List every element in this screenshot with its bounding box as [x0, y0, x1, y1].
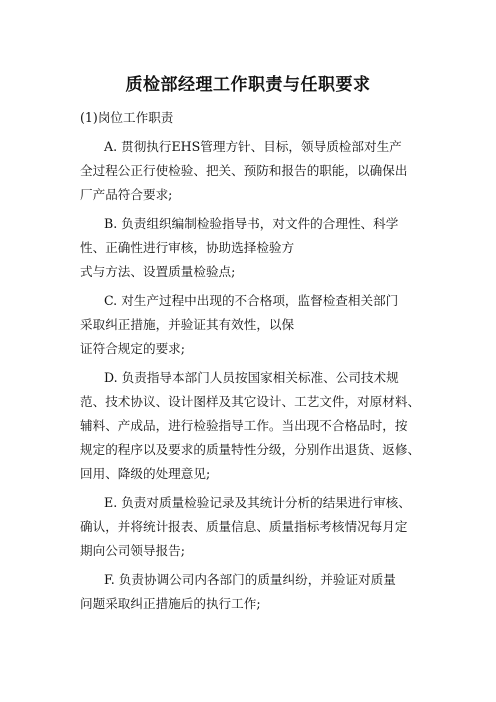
- paragraph-line: B. 负责组织编制检验指导书，对文件的合理性、科学: [104, 216, 399, 231]
- section-heading: (1)岗位工作职责: [80, 110, 174, 125]
- paragraph-line: 全过程公正行使检验、把关、预防和报告的职能，以确保出: [80, 163, 408, 178]
- paragraph-line: 问题采取纠正措施后的执行工作;: [80, 596, 261, 611]
- paragraph-line: 规定的程序以及要求的质量特性分级，分别作出退货、返修、: [80, 442, 421, 457]
- paragraph-line: C. 对生产过程中出现的不合格项，监督检查相关部门: [104, 293, 399, 308]
- paragraph-line: 回用、降级的处理意见;: [80, 466, 211, 481]
- paragraph-line: 证符合规定的要求;: [80, 341, 185, 356]
- paragraph-line: D. 负责指导本部门人员按国家相关标准、公司技术规: [104, 370, 399, 385]
- paragraph-line: E. 负责对质量检验记录及其统计分析的结果进行审核、: [104, 495, 411, 510]
- paragraph-line: F. 负责协调公司内各部门的质量纠纷，并验证对质量: [104, 572, 396, 587]
- paragraph-line: 范、技术协议、设计图样及其它设计、工艺文件，对原材料、: [80, 394, 421, 409]
- paragraph-line: 采取纠正措施，并验证其有效性，以保: [80, 317, 295, 332]
- paragraph-line: 厂产品符合要求;: [80, 187, 173, 202]
- paragraph-line: 性、正确性进行审核，协助选择检验方: [80, 240, 295, 255]
- paragraph-line: 确认，并将统计报表、质量信息、质量指标考核情况每月定: [80, 519, 408, 534]
- paragraph-line: 辅料、产成品，进行检验指导工作。当出现不合格品时，按: [80, 418, 408, 433]
- document-title: 质检部经理工作职责与任职要求: [125, 75, 371, 95]
- paragraph-line: 式与方法、设置质量检验点;: [80, 264, 236, 279]
- paragraph-line: A. 贯彻执行EHS管理方针、目标，领导质检部对生产: [104, 139, 402, 154]
- paragraph-line: 期向公司领导报告;: [80, 543, 185, 558]
